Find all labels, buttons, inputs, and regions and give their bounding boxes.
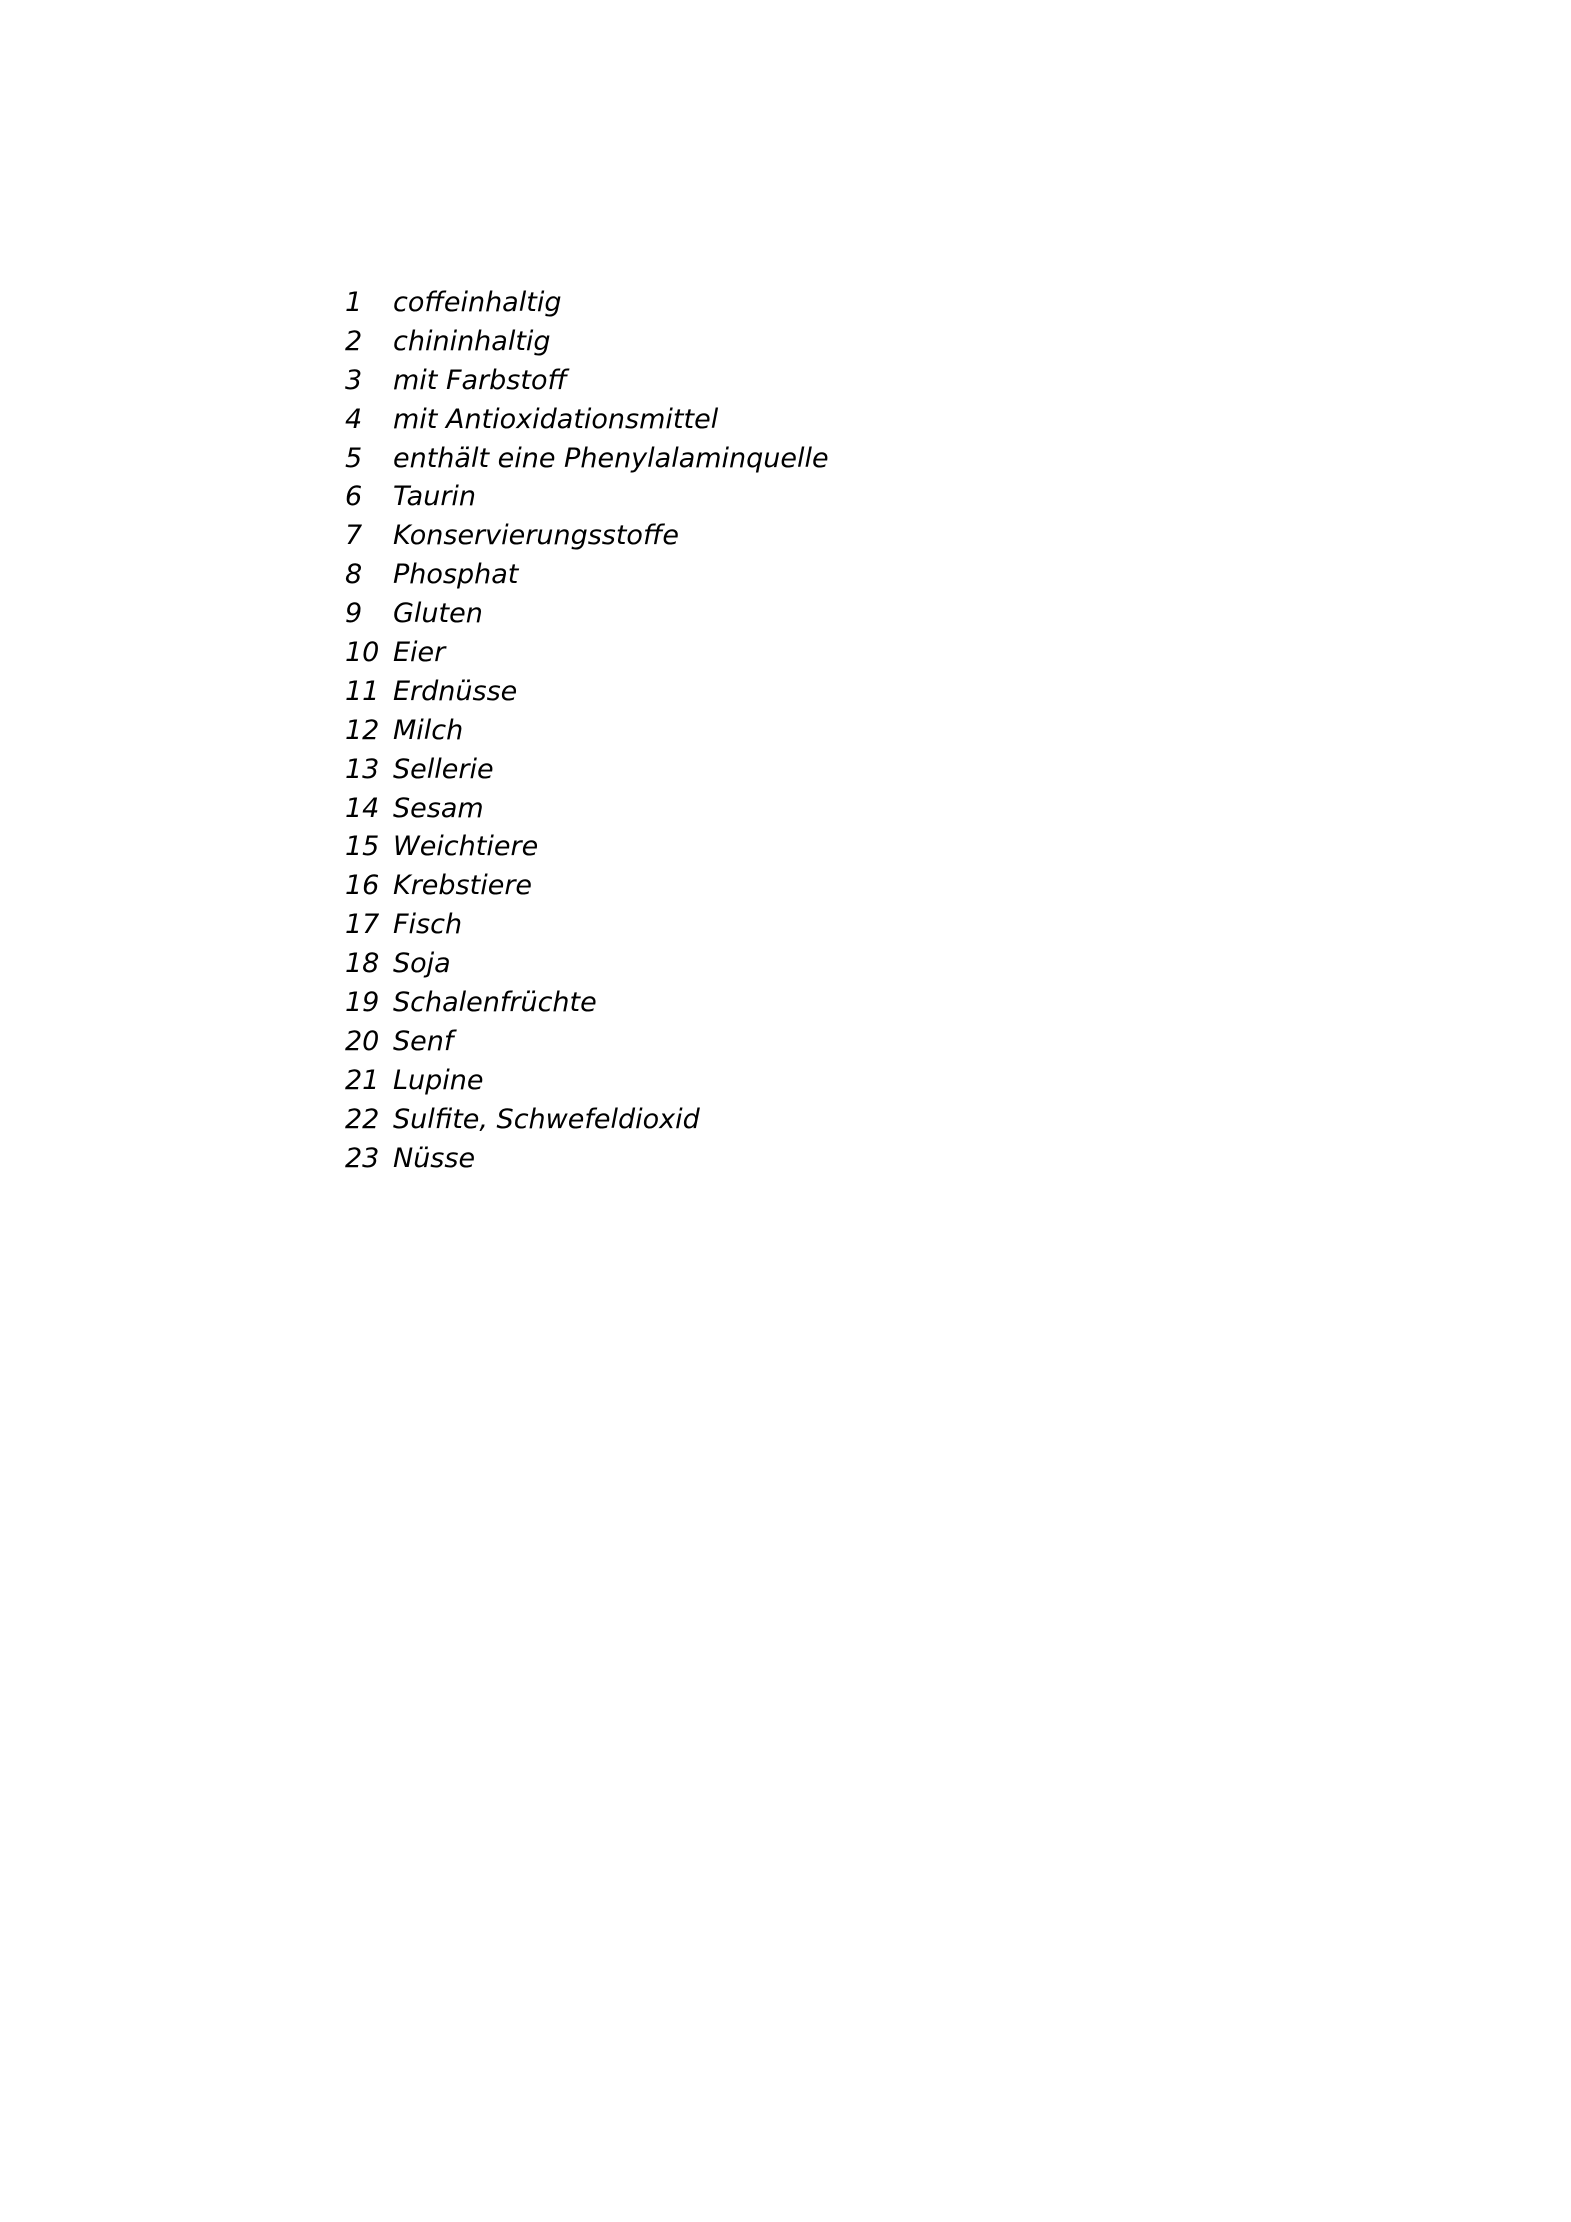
item-text: Fisch	[393, 909, 463, 941]
item-text: Gluten	[393, 598, 483, 630]
list-item	[345, 362, 829, 401]
list-item	[345, 634, 829, 673]
item-number: 9	[345, 598, 363, 630]
item-text: Senf	[393, 1025, 454, 1057]
item-number: 13	[345, 753, 380, 785]
item-number: 8	[345, 559, 363, 591]
item-number: 14	[345, 792, 380, 824]
item-number: 2	[345, 325, 363, 357]
list-item	[345, 284, 829, 323]
item-text: mit Farbstoff	[393, 364, 567, 396]
item-number: 5	[345, 442, 363, 474]
item-text: Erdnüsse	[393, 675, 518, 707]
list-item	[345, 906, 829, 945]
item-text: Krebstiere	[393, 870, 533, 902]
list-item	[345, 478, 829, 517]
item-text: coffeinhaltig	[393, 287, 562, 318]
list-item	[345, 828, 829, 867]
item-number: 11	[345, 675, 380, 707]
item-text: Eier	[393, 637, 446, 669]
list-item	[345, 945, 829, 984]
item-number: 19	[345, 987, 380, 1019]
item-text: Taurin	[393, 481, 477, 513]
item-number: 15	[345, 831, 380, 863]
list-item	[345, 712, 829, 751]
list-item	[345, 790, 829, 829]
item-text: Sulfite, Schwefeldioxid	[393, 1103, 700, 1135]
item-text: Soja	[393, 948, 451, 980]
list-item	[345, 556, 829, 595]
item-number: 20	[345, 1025, 380, 1057]
item-text: Schalenfrüchte	[393, 987, 597, 1019]
item-number: 7	[345, 520, 363, 552]
list-item	[345, 867, 829, 906]
additive-allergen-list	[345, 284, 829, 1178]
item-text: Weichtiere	[393, 831, 539, 863]
item-number: 10	[345, 637, 380, 669]
item-text: mit Antioxidationsmittel	[393, 403, 719, 435]
item-text: Lupine	[393, 1064, 484, 1096]
item-number: 3	[345, 364, 363, 396]
list-item	[345, 984, 829, 1023]
item-text: Nüsse	[393, 1142, 476, 1174]
list-item	[345, 1023, 829, 1062]
item-text: enthält eine Phenylalaminquelle	[393, 442, 829, 474]
item-number: 22	[345, 1103, 380, 1135]
item-number: 18	[345, 948, 380, 980]
list-item	[345, 440, 829, 479]
item-number: 23	[345, 1142, 380, 1174]
item-number: 1	[345, 287, 363, 318]
item-text: Sellerie	[393, 753, 494, 785]
list-item	[345, 1101, 829, 1140]
list-item	[345, 517, 829, 556]
item-text: chininhaltig	[393, 325, 551, 357]
item-number: 21	[345, 1064, 380, 1096]
list-item	[345, 595, 829, 634]
list-item	[345, 751, 829, 790]
list-item	[345, 401, 829, 440]
item-number: 16	[345, 870, 380, 902]
item-number: 17	[345, 909, 380, 941]
list-item	[345, 1140, 829, 1179]
item-text: Konservierungsstoffe	[393, 520, 680, 552]
item-text: Sesam	[393, 792, 484, 824]
item-text: Milch	[393, 714, 464, 746]
list-item	[345, 323, 829, 362]
item-number: 6	[345, 481, 363, 513]
item-number: 4	[345, 403, 363, 435]
item-number: 12	[345, 714, 380, 746]
list-item	[345, 673, 829, 712]
item-text: Phosphat	[393, 559, 519, 591]
list-item	[345, 1062, 829, 1101]
